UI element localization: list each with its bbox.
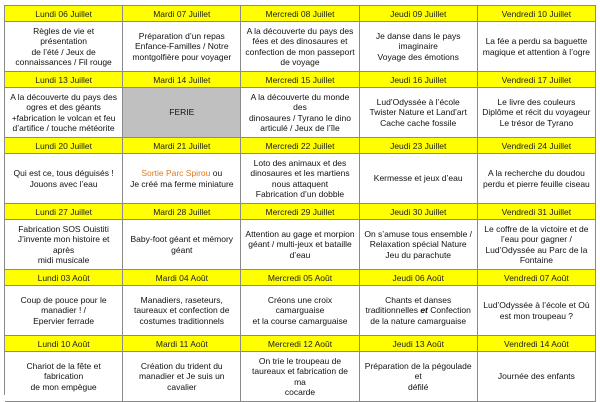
day-header: Mercredi 15 Juillet xyxy=(241,72,359,88)
activity-cell: Fabrication SOS Ouistiti J’invente mon histoire et après midi musicale xyxy=(5,220,123,270)
day-header: Mercredi 08 Juillet xyxy=(241,6,359,22)
day-header: Vendredi 10 Juillet xyxy=(478,6,596,22)
planning-table xyxy=(4,5,596,395)
day-header: Mardi 07 Juillet xyxy=(123,6,241,22)
activity-cell: A la recherche du doudou perdu et pierre feuille ciseau xyxy=(478,154,596,204)
activity-cell: Le livre des couleurs Diplôme et récit du voyageur Le trésor de Tyrano xyxy=(478,88,596,138)
day-header: Jeudi 09 Juillet xyxy=(360,6,478,22)
day-header: Vendredi 31 Juillet xyxy=(478,204,596,220)
day-header: Lundi 10 Août xyxy=(5,336,123,352)
day-header: Jeudi 23 Juillet xyxy=(360,138,478,154)
day-header: Mercredi 05 Août xyxy=(241,270,359,286)
activity-cell: Créons une croix camarguaise et la course camarguaise xyxy=(241,286,359,336)
activity-cell: Manadiers, raseteurs, taureaux et confection de costumes traditionnels xyxy=(123,286,241,336)
day-header: Mardi 11 Août xyxy=(123,336,241,352)
activity-cell: Qui est ce, tous déguisés ! Jouons avec l’eau xyxy=(5,154,123,204)
activity-cell: A la découverte du pays des fées et des dinosaures et confection de mon passeport de voyage xyxy=(241,22,359,72)
day-header: Lundi 20 Juillet xyxy=(5,138,123,154)
activity-cell: Loto des animaux et des dinosaures et les martiens nous attaquent Fabrication d’un dobble xyxy=(241,154,359,204)
holiday-cell: FERIE xyxy=(123,88,241,138)
day-header: Mardi 04 Août xyxy=(123,270,241,286)
day-header: Vendredi 14 Août xyxy=(478,336,596,352)
activity-cell: Création du trident du manadier et Je suis un cavalier xyxy=(123,352,241,402)
activity-cell: Sortie Parc Spirou ou Je créé ma ferme miniature xyxy=(123,154,241,204)
activity-cell: Préparation de la pégoulade et défilé xyxy=(360,352,478,402)
activity-cell: Lud’Odyssée à l’école et Où est mon troupeau ? xyxy=(478,286,596,336)
activity-cell: La fée a perdu sa baguette magique et attention à l’ogre xyxy=(478,22,596,72)
day-header: Mardi 28 Juillet xyxy=(123,204,241,220)
day-header: Lundi 03 Août xyxy=(5,270,123,286)
activity-cell: Attention au gage et morpion géant / multi-jeux et bataille d’eau xyxy=(241,220,359,270)
activity-cell: Chants et danses traditionnelles et Confection de la nature camarguaise xyxy=(360,286,478,336)
activity-cell: Lud’Odyssée à l’école Twister Nature et Land’art Cache cache fossile xyxy=(360,88,478,138)
activity-cell: Kermesse et jeux d’eau xyxy=(360,154,478,204)
activity-cell: Journée des enfants xyxy=(478,352,596,402)
day-header: Jeudi 16 Juillet xyxy=(360,72,478,88)
activity-cell: Règles de vie et présentation de l’été / Jeux de connaissances / Fil rouge xyxy=(5,22,123,72)
day-header: Jeudi 30 Juillet xyxy=(360,204,478,220)
activity-cell: Chariot de la fête et fabrication de mon empègue xyxy=(5,352,123,402)
activity-cell: Le coffre de la victoire et de l’eau pour gagner / Lud’Odyssée au Parc de la Fontaine xyxy=(478,220,596,270)
activity-cell: Baby-foot géant et mémory géant xyxy=(123,220,241,270)
day-header: Vendredi 07 Août xyxy=(478,270,596,286)
day-header: Mercredi 29 Juillet xyxy=(241,204,359,220)
activity-cell: Je danse dans le pays imaginaire Voyage des émotions xyxy=(360,22,478,72)
activity-cell: On trie le troupeau de taureaux et fabrication de ma cocarde xyxy=(241,352,359,402)
outing-highlight: Sortie Parc Spirou xyxy=(141,168,211,178)
day-header: Lundi 06 Juillet xyxy=(5,6,123,22)
activity-cell: A la découverte du pays des ogres et des géants +fabrication le volcan et feu d’artifice / touche météorite xyxy=(5,88,123,138)
activity-cell: On s’amuse tous ensemble / Relaxation spécial Nature Jeu du parachute xyxy=(360,220,478,270)
day-header: Jeudi 13 Août xyxy=(360,336,478,352)
day-header: Mercredi 22 Juillet xyxy=(241,138,359,154)
activity-cell: Coup de pouce pour le manadier ! / Epervier ferrade xyxy=(5,286,123,336)
activity-cell: A la découverte du monde des dinosaures / Tyrano le dino articulé / Jeux de l’île xyxy=(241,88,359,138)
day-header: Vendredi 17 Juillet xyxy=(478,72,596,88)
day-header: Lundi 13 Juillet xyxy=(5,72,123,88)
day-header: Vendredi 24 Juillet xyxy=(478,138,596,154)
activity-cell: Préparation d’un repas Enfance-Familles / Notre montgolfière pour voyager xyxy=(123,22,241,72)
day-header: Jeudi 06 Août xyxy=(360,270,478,286)
day-header: Mercredi 12 Août xyxy=(241,336,359,352)
day-header: Mardi 21 Juillet xyxy=(123,138,241,154)
day-header: Mardi 14 Juillet xyxy=(123,72,241,88)
day-header: Lundi 27 Juillet xyxy=(5,204,123,220)
